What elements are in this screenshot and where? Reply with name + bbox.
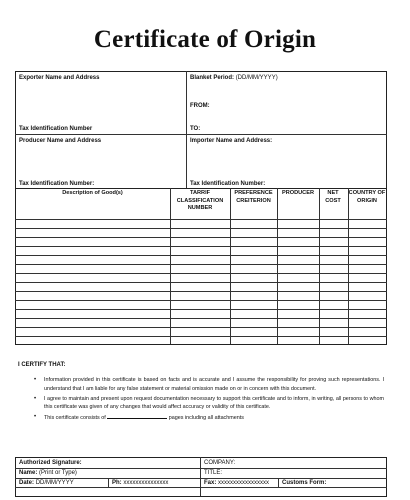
blanket-period-field: Blanket Period: (DD/MM/YYYY)	[190, 75, 278, 81]
column-header-net-cost: NET COST	[325, 190, 341, 204]
table-row-line	[15, 246, 387, 247]
title-label: TITLE:	[204, 470, 223, 476]
phone-value: xxxxxxxxxxxxxxx	[123, 480, 169, 486]
table-column-divider	[277, 188, 278, 344]
certify-statements	[34, 376, 384, 424]
table-row-line	[15, 309, 387, 310]
importer-tax-id-label: Tax Identification Number:	[190, 181, 266, 187]
table-column-divider	[319, 188, 320, 344]
column-header-preference: PREFERENCE CREITERION	[234, 190, 273, 204]
producer-label: Producer Name and Address	[19, 138, 102, 144]
date-field: Date: DD/MM/YYYY	[19, 480, 74, 486]
column-header-producer: PRODUCER	[281, 190, 314, 196]
table-row-line	[15, 264, 387, 265]
statement-3: • This certificate consists of pages including all attachments	[34, 414, 244, 422]
table-row-line	[15, 273, 387, 274]
customs-form-label: Customs Form:	[282, 480, 327, 486]
exporter-tax-id-label: Tax Identification Number	[19, 126, 93, 132]
fax-value: xxxxxxxxxxxxxxxxx	[218, 480, 270, 486]
to-label: TO:	[190, 126, 201, 132]
table-column-divider	[348, 188, 349, 344]
page-count-blank[interactable]	[107, 413, 167, 419]
column-header-country: COUNTRY OF ORIGIN	[348, 190, 386, 204]
table-row-line	[15, 291, 387, 292]
name-hint: (Print or Type)	[39, 470, 77, 476]
producer-tax-id-label: Tax Identification Number:	[19, 181, 95, 187]
certify-heading: I CERTIFY THAT:	[18, 362, 66, 368]
date-value: DD/MM/YYYY	[35, 480, 74, 486]
from-label: FROM:	[190, 103, 210, 109]
table-row-line	[15, 219, 387, 220]
document-title: Certificate of Origin	[93, 26, 317, 53]
statement-1: • Information provided in this certificate is based on facts and is accurate and I assume the responsibility for proving such representations. I understand that I am liable for any false statement or material omission made on or in concern with this document.	[34, 377, 384, 392]
table-row-line	[15, 237, 387, 238]
company-label: COMPANY:	[204, 460, 236, 466]
exporter-label: Exporter Name and Address	[19, 75, 100, 81]
table-row-line	[15, 255, 387, 256]
table-row-line	[15, 228, 387, 229]
table-row-line	[15, 300, 387, 301]
column-header-tarrif: TARRIF CLASSIFICATION NUMBER	[176, 190, 224, 212]
statement-2: • I agree to maintain and present upon request documentation necessary to support this certificate and to inform, in writing, all persons to whom this certificate was given of any changes that would affect accuracy or validity of this certificate.	[34, 395, 384, 411]
column-header-description: Description of Good(s)	[62, 190, 123, 196]
name-field: Name: (Print or Type)	[19, 470, 77, 476]
table-row-line	[15, 318, 387, 319]
authorized-signature-label: Authorized Signature:	[19, 460, 82, 466]
table-row-line	[15, 282, 387, 283]
importer-label: Importer Name and Address:	[190, 138, 273, 144]
fax-field: Fax: xxxxxxxxxxxxxxxxx	[204, 480, 270, 486]
table-column-divider	[230, 188, 231, 344]
table-row-line	[15, 336, 387, 337]
blanket-period-value: (DD/MM/YYYY)	[235, 75, 278, 81]
table-row-line	[15, 327, 387, 328]
phone-field: Ph: xxxxxxxxxxxxxxx	[112, 480, 169, 486]
